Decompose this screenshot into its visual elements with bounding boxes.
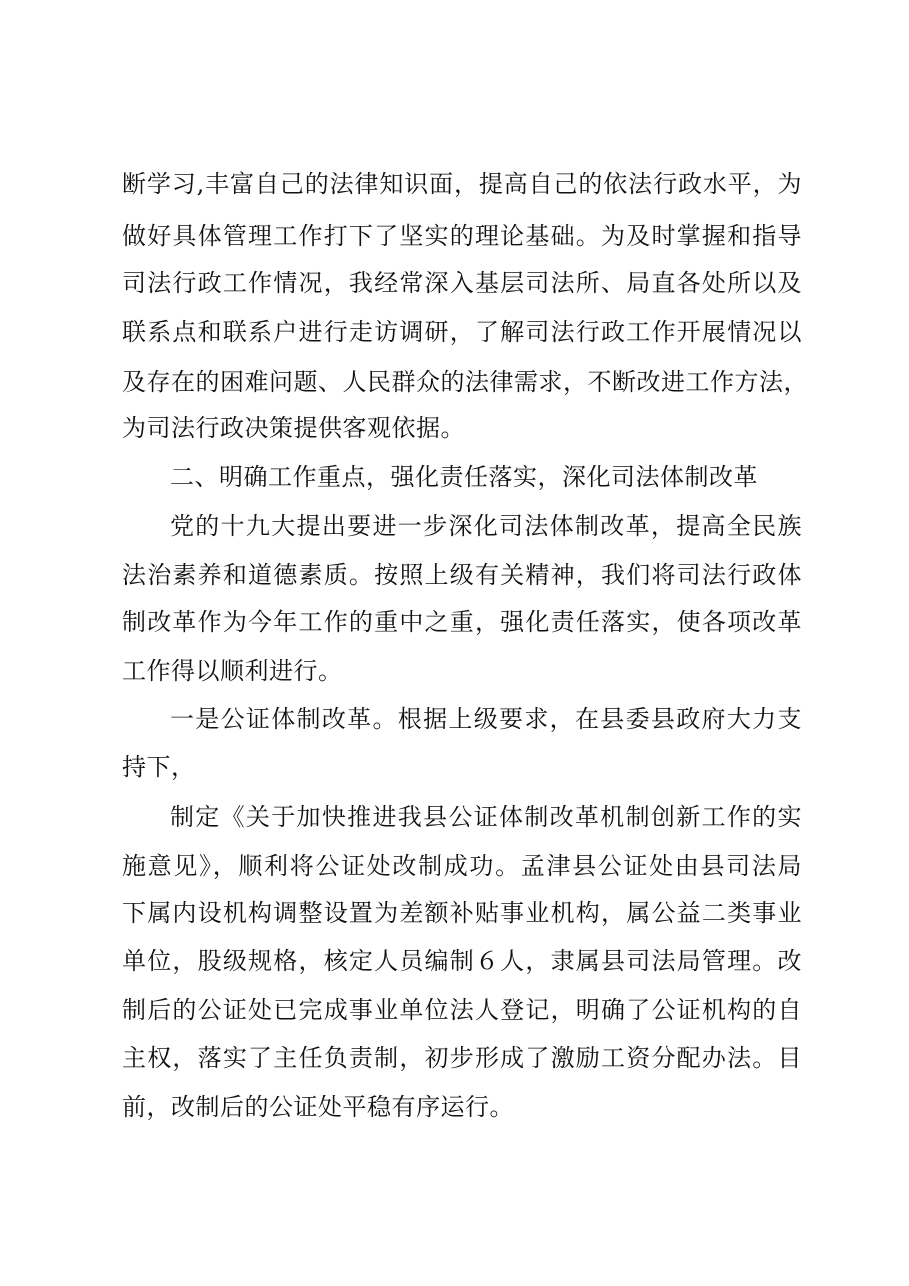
body-line: 前，改制后的公证处平稳有序运行。	[122, 1093, 514, 1121]
body-line: 及存在的困难问题、人民群众的法律需求，不断改进工作方法，	[122, 368, 808, 396]
body-line: 断学习,丰富自己的法律知识面，提高自己的依法行政水平，为	[122, 170, 802, 198]
body-line: 持下，	[122, 753, 196, 781]
paragraph-first-line: 制定《关于加快推进我县公证体制改革机制创新工作的实	[170, 803, 802, 831]
body-line: 为司法行政决策提供客观依据。	[122, 414, 465, 442]
body-line: 联系点和联系户进行走访调研，了解司法行政工作开展情况以	[122, 318, 802, 346]
body-line: 做好具体管理工作打下了坚实的理论基础。为及时掌握和指导	[122, 222, 802, 250]
body-line: 法治素养和道德素质。按照上级有关精神，我们将司法行政体	[122, 561, 802, 589]
body-line: 下属内设机构调整设置为差额补贴事业机构，属公益二类事业	[122, 899, 802, 927]
section-heading: 二、明确工作重点，强化责任落实，深化司法体制改革	[170, 463, 758, 491]
body-line: 主权，落实了主任负责制，初步形成了激励工资分配办法。目	[122, 1044, 802, 1072]
paragraph-first-line: 党的十九大提出要进一步深化司法体制改革，提高全民族	[170, 512, 802, 540]
body-line: 单位，股级规格，核定人员编制６人，隶属县司法局管理。改	[122, 947, 802, 975]
body-line: 司法行政工作情况，我经常深入基层司法所、局直各处所以及	[122, 269, 802, 297]
paragraph-first-line: 一是公证体制改革。根据上级要求，在县委县政府大力支	[170, 705, 802, 733]
body-line: 工作得以顺利进行。	[122, 657, 343, 685]
body-line: 制改革作为今年工作的重中之重，强化责任落实，使各项改革	[122, 608, 802, 636]
body-line: 制后的公证处已完成事业单位法人登记，明确了公证机构的自	[122, 996, 802, 1024]
body-line: 施意见》，顺利将公证处改制成功。孟津县公证处由县司法局	[122, 852, 802, 880]
